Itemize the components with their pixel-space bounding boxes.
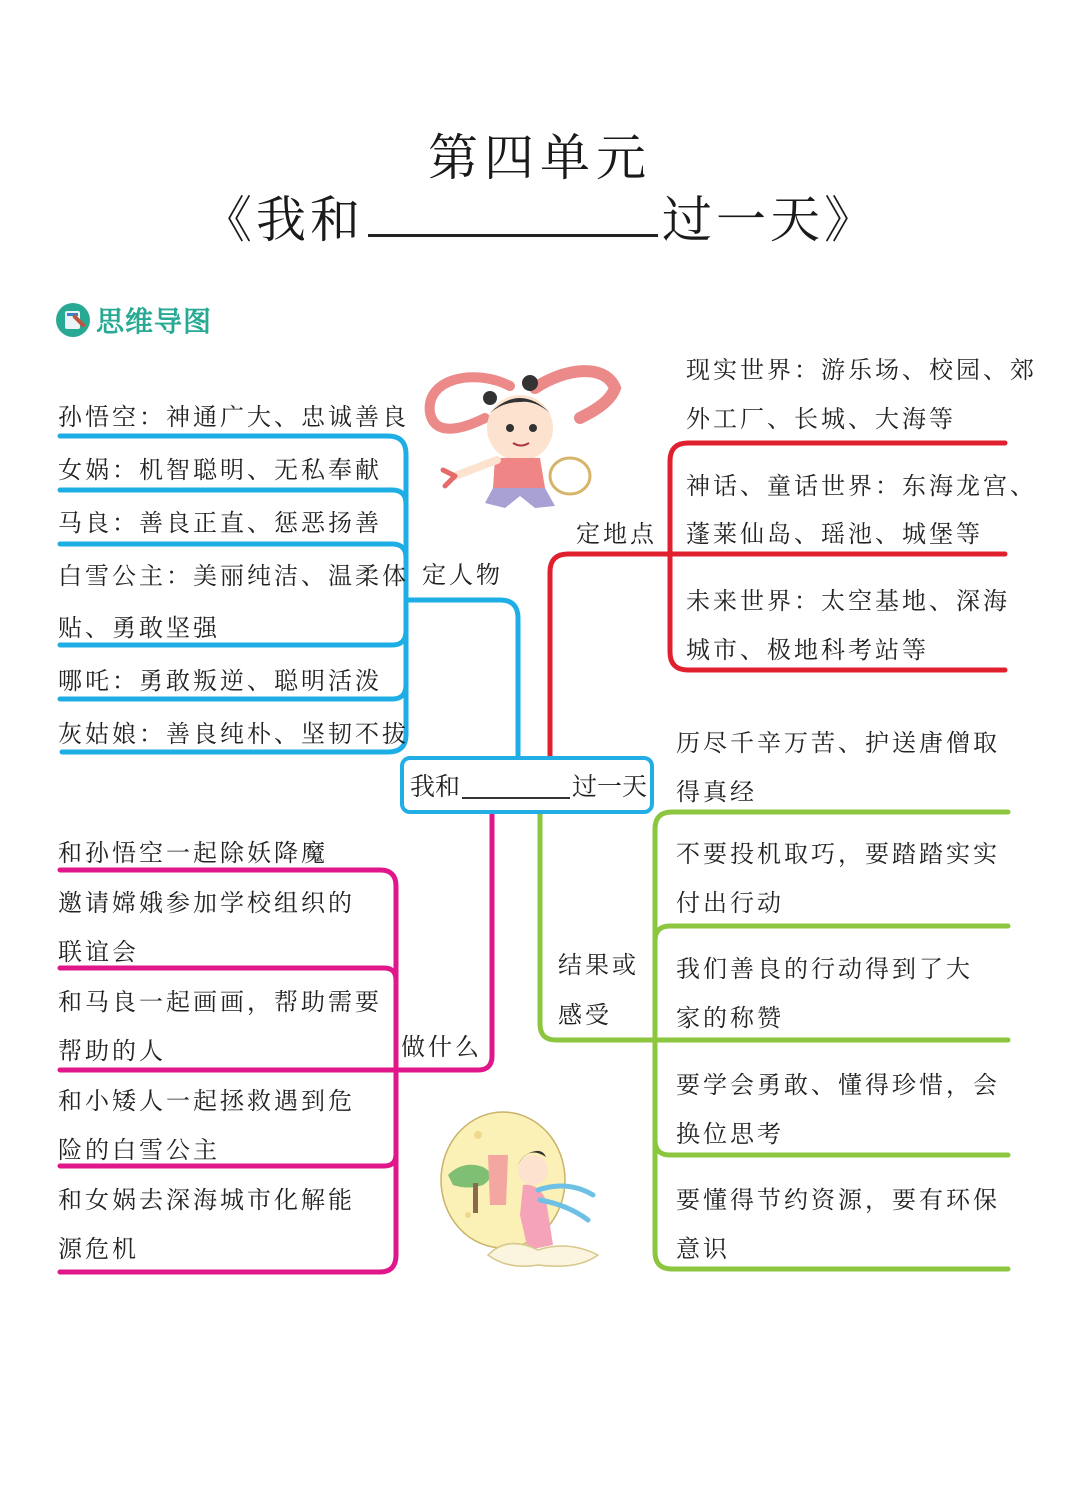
result-item: 要懂得节约资源，要有环保 xyxy=(676,1186,1000,1214)
result-item: 不要投机取巧，要踏踏实实 xyxy=(676,840,1000,868)
branch-label-results-line2: 感受 xyxy=(558,1001,612,1029)
result-item-cont: 意识 xyxy=(676,1235,730,1263)
nezha-boy-illustration xyxy=(415,358,625,518)
place-item: 现实世界：游乐场、校园、郊 xyxy=(686,356,1037,384)
result-item-cont: 得真经 xyxy=(676,778,757,806)
character-item: 哪吒：勇敢叛逆、聪明活泼 xyxy=(58,667,382,695)
character-item: 女娲：机智聪明、无私奉献 xyxy=(58,456,382,484)
central-topic-prefix: 我和 xyxy=(410,772,461,801)
result-item: 要学会勇敢、懂得珍惜，会 xyxy=(676,1071,1000,1099)
central-topic-blank xyxy=(462,771,570,799)
activity-item: 和孙悟空一起除妖降魔 xyxy=(58,839,328,867)
activity-item-cont: 联谊会 xyxy=(58,938,139,966)
change-moon-goddess-illustration xyxy=(428,1105,628,1275)
character-item: 马良：善良正直、惩恶扬善 xyxy=(58,509,382,537)
character-item: 灰姑娘：善良纯朴、坚韧不拔 xyxy=(58,720,409,748)
result-item: 我们善良的行动得到了大 xyxy=(676,955,973,983)
activity-item: 和马良一起画画，帮助需要 xyxy=(58,988,382,1016)
place-item: 未来世界：太空基地、深海 xyxy=(686,587,1010,615)
activity-item: 和小矮人一起拯救遇到危 xyxy=(58,1087,355,1115)
section-label: 思维导图 xyxy=(96,305,213,338)
central-topic-node xyxy=(400,756,654,814)
place-item-cont: 城市、极地科考站等 xyxy=(686,636,929,664)
result-item: 历尽千辛万苦、护送唐僧取 xyxy=(676,729,1000,757)
essay-title-prefix: 《我和 xyxy=(202,191,364,249)
place-item: 神话、童话世界：东海龙宫、 xyxy=(686,472,1037,500)
essay-title-suffix: 过一天》 xyxy=(662,191,878,249)
place-item-cont: 蓬莱仙岛、瑶池、城堡等 xyxy=(686,520,983,548)
branch-label-activities: 做什么 xyxy=(401,1033,482,1061)
character-item: 孙悟空：神通广大、忠诚善良 xyxy=(58,403,409,431)
central-topic-suffix: 过一天 xyxy=(572,772,648,801)
result-item-cont: 家的称赞 xyxy=(676,1004,784,1032)
branch-label-results-line1: 结果或 xyxy=(558,951,639,979)
place-item-cont: 外工厂、长城、大海等 xyxy=(686,405,956,433)
activity-item-cont: 险的白雪公主 xyxy=(58,1136,220,1164)
result-item-cont: 换位思考 xyxy=(676,1120,784,1148)
activity-item: 和女娲去深海城市化解能 xyxy=(58,1186,355,1214)
result-item-cont: 付出行动 xyxy=(676,889,784,917)
branch-label-characters: 定人物 xyxy=(422,561,503,589)
unit-title: 第四单元 xyxy=(428,129,652,187)
branch-label-places: 定地点 xyxy=(576,520,657,548)
activity-item-cont: 源危机 xyxy=(58,1235,139,1263)
character-item: 白雪公主：美丽纯洁、温柔体 xyxy=(58,562,409,590)
character-item-cont: 贴、勇敢坚强 xyxy=(58,614,220,642)
activity-item-cont: 帮助的人 xyxy=(58,1037,166,1065)
activity-item: 邀请嫦娥参加学校组织的 xyxy=(58,889,355,917)
